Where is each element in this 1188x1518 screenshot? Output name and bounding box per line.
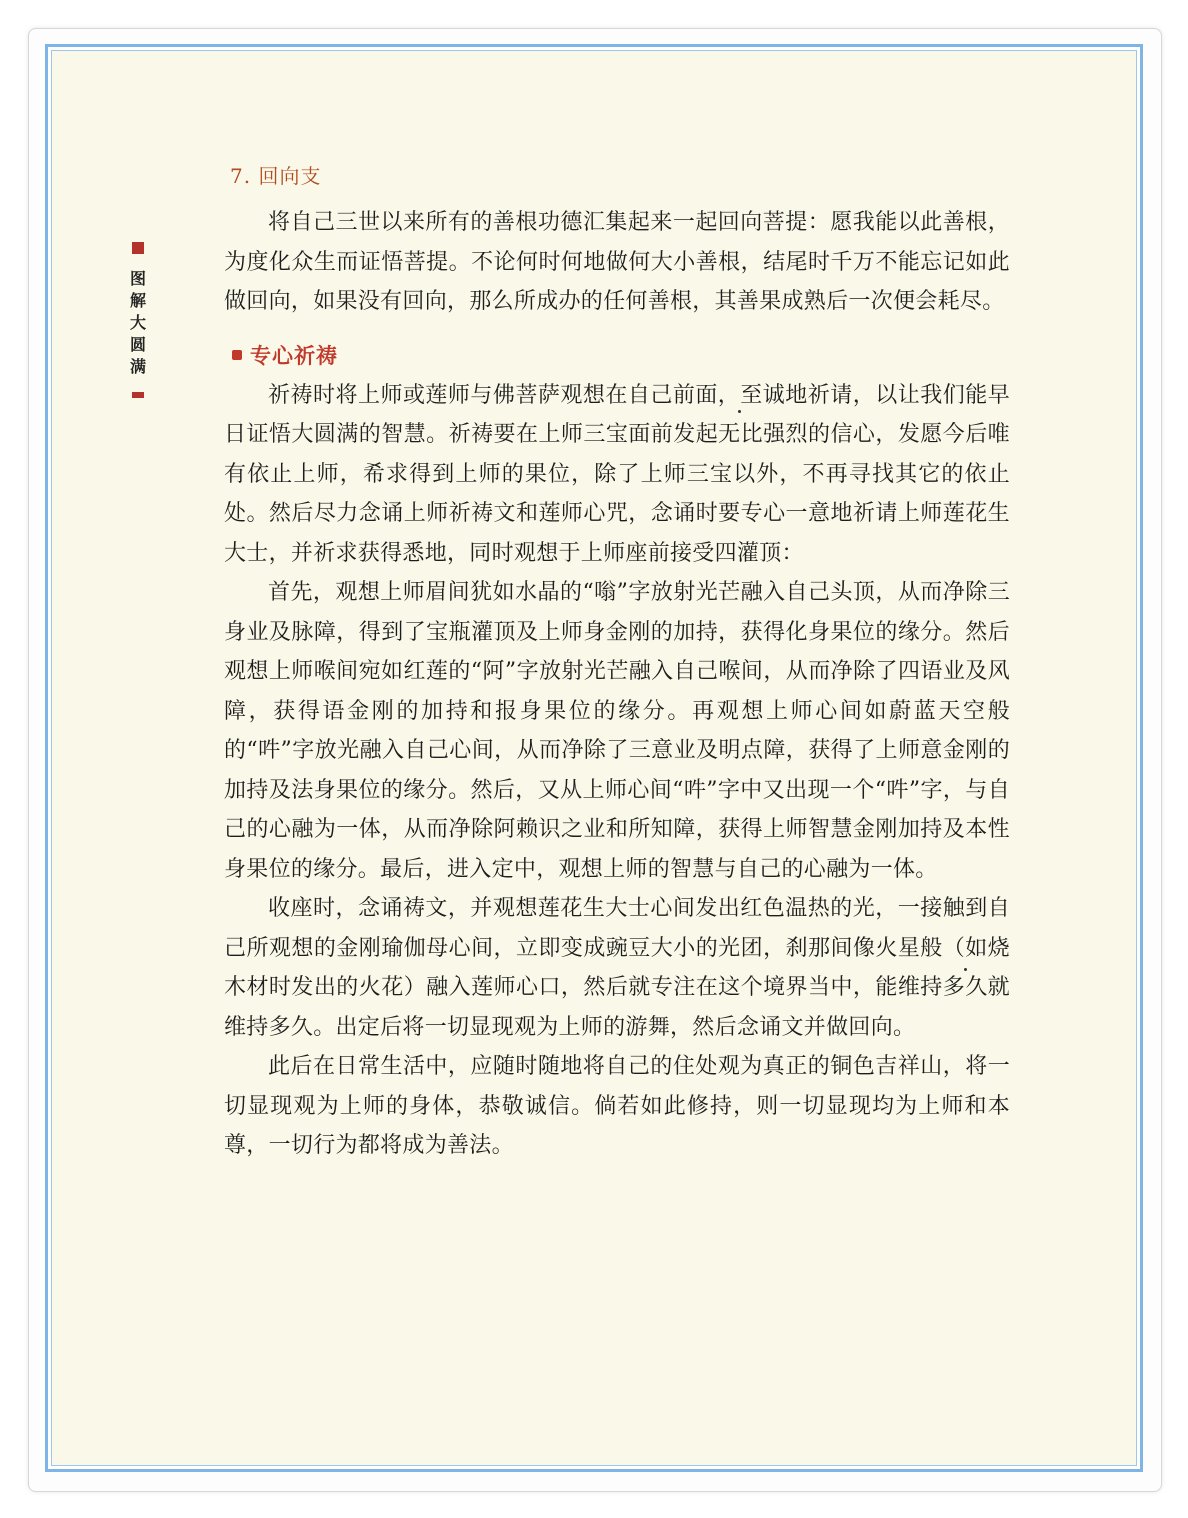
- paragraph: 祈祷时将上师或莲师与佛菩萨观想在自己前面，至诚地祈请，以让我们能早日证悟大圆满的智慧。祈祷要在上师三宝面前发起无比强烈的信心，发愿今后唯有依止上师，希求得到上师的果位，除了上师三宝以外，不再寻找其它的依止处。然后尽力念诵上师祈祷文和莲师心咒，念诵时要专心一意地祈请上师莲花生大士，并祈求获得悉地，同时观想于上师座前接受四灌顶：: [224, 382, 1010, 566]
- paragraph: 首先，观想上师眉间犹如水晶的“嗡”字放射光芒融入自己头顶，从而净除三身业及脉障，得到了宝瓶灌顶及上师身金刚的加持，获得化身果位的缘分。然后观想上师喉间宛如红莲的“阿”字放射光芒融入自己喉间，从而净除了四语业及风障，获得语金刚的加持和报身果位的缘分。再观想上师心间如蔚蓝天空般的“吽”字放光融入自己心间，从而净除了三意业及明点障，获得了上师意金刚的加持及法身果位的缘分。然后，又从上师心间“吽”字中又出现一个“吽”字，与自己的心融为一体，从而净除阿赖识之业和所知障，获得上师智慧金刚加持及本性身果位的缘分。最后，进入定中，观想上师的智慧与自己的心融为一体。: [224, 580, 1010, 882]
- square-bullet-icon: [232, 350, 242, 360]
- scan-speck: [738, 410, 741, 413]
- paragraph: 将自己三世以来所有的善根功德汇集起来一起回向菩提：愿我能以此善根，为度化众生而证悟菩提。不论何时何地做何大小善根，结尾时千万不能忘记如此做回向，如果没有回向，那么所成办的任何善根，其善果成熟后一次便会耗尽。: [224, 210, 1010, 314]
- paragraph: 收座时，念诵祷文，并观想莲花生大士心间发出红色温热的光，一接触到自己所观想的金刚瑜伽母心间，立即变成豌豆大小的光团，刹那间像火星般（如烧木材时发出的火花）融入莲师心口，然后就专注在这个境界当中，能维持多久就维持多久。出定后将一切显现观为上师的游舞，然后念诵文并做回向。: [224, 896, 1010, 1040]
- scan-speck: [964, 968, 967, 971]
- section-heading: 7. 回向支: [230, 164, 322, 188]
- tab-marker-bottom: [132, 392, 144, 398]
- paragraph: 此后在日常生活中，应随时随地将自己的住处观为真正的铜色吉祥山，将一切显现观为上师的身体，恭敬诚信。倘若如此修持，则一切显现均为上师和本尊，一切行为都将成为善法。: [224, 1054, 1010, 1158]
- running-title: 图解大圆满: [129, 269, 146, 376]
- tab-marker-top: [132, 242, 144, 254]
- running-title-tab: [130, 242, 146, 398]
- page-body: [224, 160, 1010, 1166]
- subsection-heading: [232, 340, 1010, 370]
- subsection-title: 专心祈祷: [250, 343, 338, 368]
